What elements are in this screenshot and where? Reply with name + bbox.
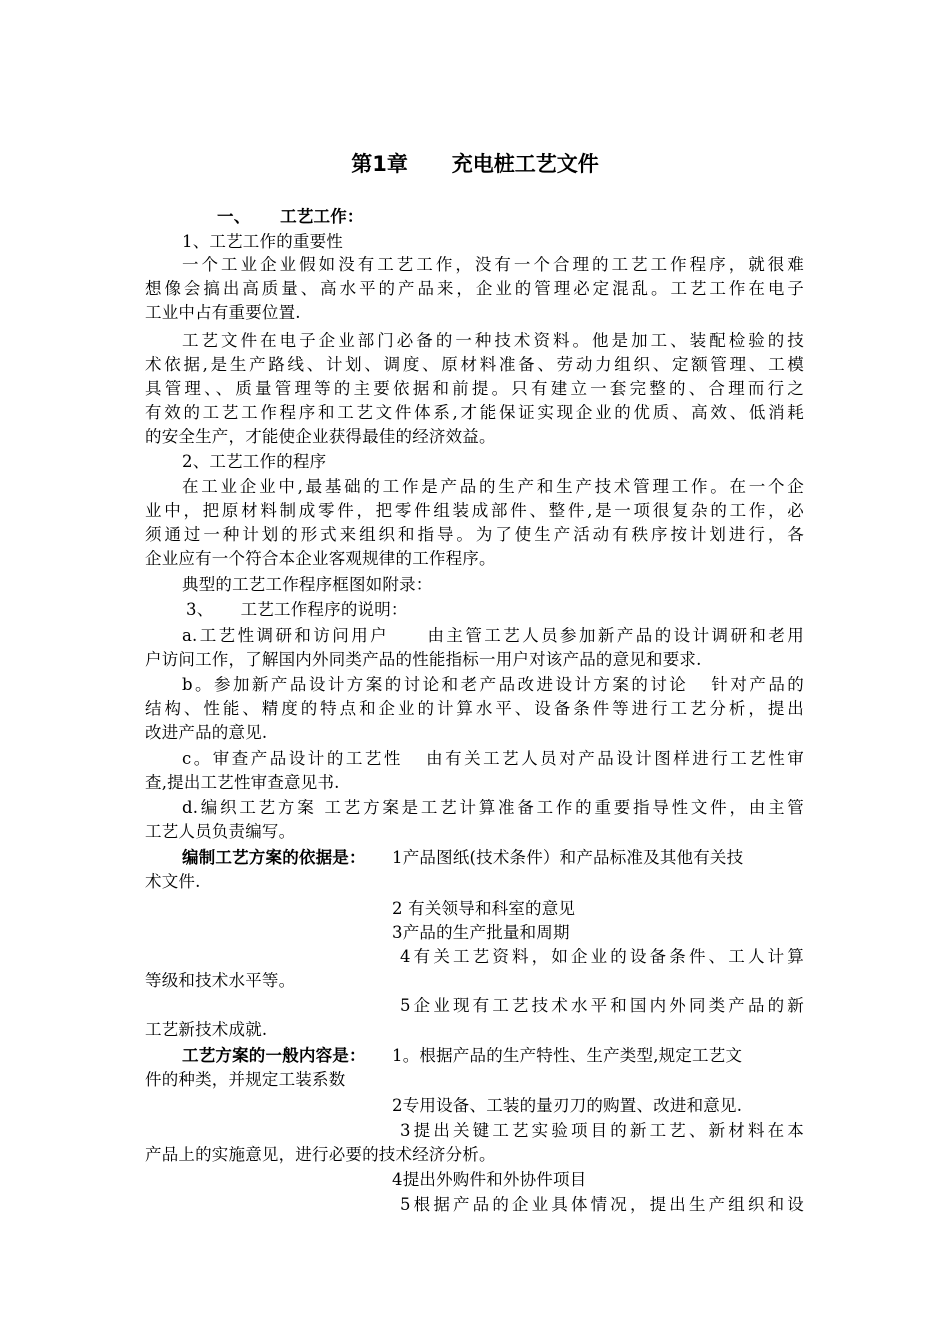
chapter-title: 第1章 充电桩工艺文件: [351, 152, 599, 176]
paragraph-line: d.编织工艺方案 工艺方案是工艺计算准备工作的重要指导性文件，由主管: [182, 798, 804, 817]
paragraph-line: 一个工业企业假如没有工艺工作，没有一个合理的工艺工作程序，就很难: [182, 255, 804, 274]
paragraph-line: 具管理、、质量管理等的主要依据和前提。只有建立一套完整的、合理而行之: [145, 379, 804, 398]
paragraph-line: 想像会搞出高质量、高水平的产品来，企业的管理必定混乱。工艺工作在电子: [145, 279, 804, 298]
paragraph-line: 工业中占有重要位置.: [145, 303, 301, 322]
paragraph-line: 业中，把原材料制成零件，把零件组装成部件、整件,是一项很复杂的工作，必: [145, 501, 804, 520]
list-item: 1。根据产品的生产特性、生产类型,规定工艺文: [392, 1046, 743, 1065]
paragraph-line: 户访问工作，了解国内外同类产品的性能指标一用户对该产品的意见和要求.: [145, 650, 702, 669]
paragraph-line: 典型的工艺工作程序框图如附录：: [182, 575, 433, 594]
content-label: 工艺方案的一般内容是：: [182, 1046, 366, 1065]
paragraph-line: 在工业企业中,最基础的工作是产品的生产和生产技术管理工作。在一个企: [182, 477, 804, 496]
list-item: 工艺新技术成就.: [145, 1020, 268, 1039]
list-item: 4提出外购件和外协件项目: [392, 1170, 587, 1189]
list-item: 1产品图纸(技术条件）和产品标准及其他有关技: [392, 848, 744, 867]
paragraph-line: 查,提出工艺性审查意见书.: [145, 773, 340, 792]
list-item: 5根据产品的企业具体情况，提出生产组织和设: [400, 1195, 804, 1214]
paragraph-line: 结构、性能、精度的特点和企业的计算水平、设备条件等进行工艺分析，提出: [145, 699, 804, 718]
list-item: 2 有关领导和科室的意见: [392, 899, 576, 918]
subsection-heading: 1、工艺工作的重要性: [182, 232, 343, 251]
list-item: 4有关工艺资料，如企业的设备条件、工人计算: [400, 947, 804, 966]
list-item: 术文件.: [145, 872, 201, 891]
list-item: 2专用设备、工装的量刃刀的购置、改进和意见.: [392, 1096, 743, 1115]
paragraph-line: 企业应有一个符合本企业客观规律的工作程序。: [145, 549, 496, 568]
section-heading: 一、 工艺工作：: [217, 207, 364, 226]
subsection-heading: 2、工艺工作的程序: [182, 452, 327, 471]
list-item: 等级和技术水平等。: [145, 971, 296, 990]
paragraph-line: 工艺人员负责编写。: [145, 822, 296, 841]
paragraph-line: 改进产品的意见.: [145, 723, 268, 742]
list-item: 产品上的实施意见，进行必要的技术经济分析。: [145, 1145, 496, 1164]
paragraph-line: b。参加新产品设计方案的讨论和老产品改进设计方案的讨论 针对产品的: [182, 675, 804, 694]
paragraph-line: 术依据,是生产路线、计划、调度、原材料准备、劳动力组织、定额管理、工模: [145, 355, 804, 374]
list-item: 件的种类，并规定工装系数: [145, 1070, 346, 1089]
paragraph-line: a.工艺性调研和访问用户 由主管工艺人员参加新产品的设计调研和老用: [182, 626, 804, 645]
basis-label: 编制工艺方案的依据是：: [182, 848, 366, 867]
list-item: 3产品的生产批量和周期: [392, 923, 570, 942]
list-item: 3提出关键工艺实验项目的新工艺、新材料在本: [400, 1121, 804, 1140]
paragraph-line: 工艺文件在电子企业部门必备的一种技术资料。他是加工、装配检验的技: [182, 331, 804, 350]
paragraph-line: c。审查产品设计的工艺性 由有关工艺人员对产品设计图样进行工艺性审: [182, 749, 804, 768]
subsection-heading: 3、 工艺工作程序的说明：: [186, 600, 408, 619]
paragraph-line: 须通过一种计划的形式来组织和指导。为了使生产活动有秩序按计划进行，各: [145, 525, 804, 544]
list-item: 5企业现有工艺技术水平和国内外同类产品的新: [400, 996, 804, 1015]
paragraph-line: 有效的工艺工作程序和工艺文件体系,才能保证实现企业的优质、高效、低消耗: [145, 403, 804, 422]
paragraph-line: 的安全生产，才能使企业获得最佳的经济效益。: [145, 427, 496, 446]
